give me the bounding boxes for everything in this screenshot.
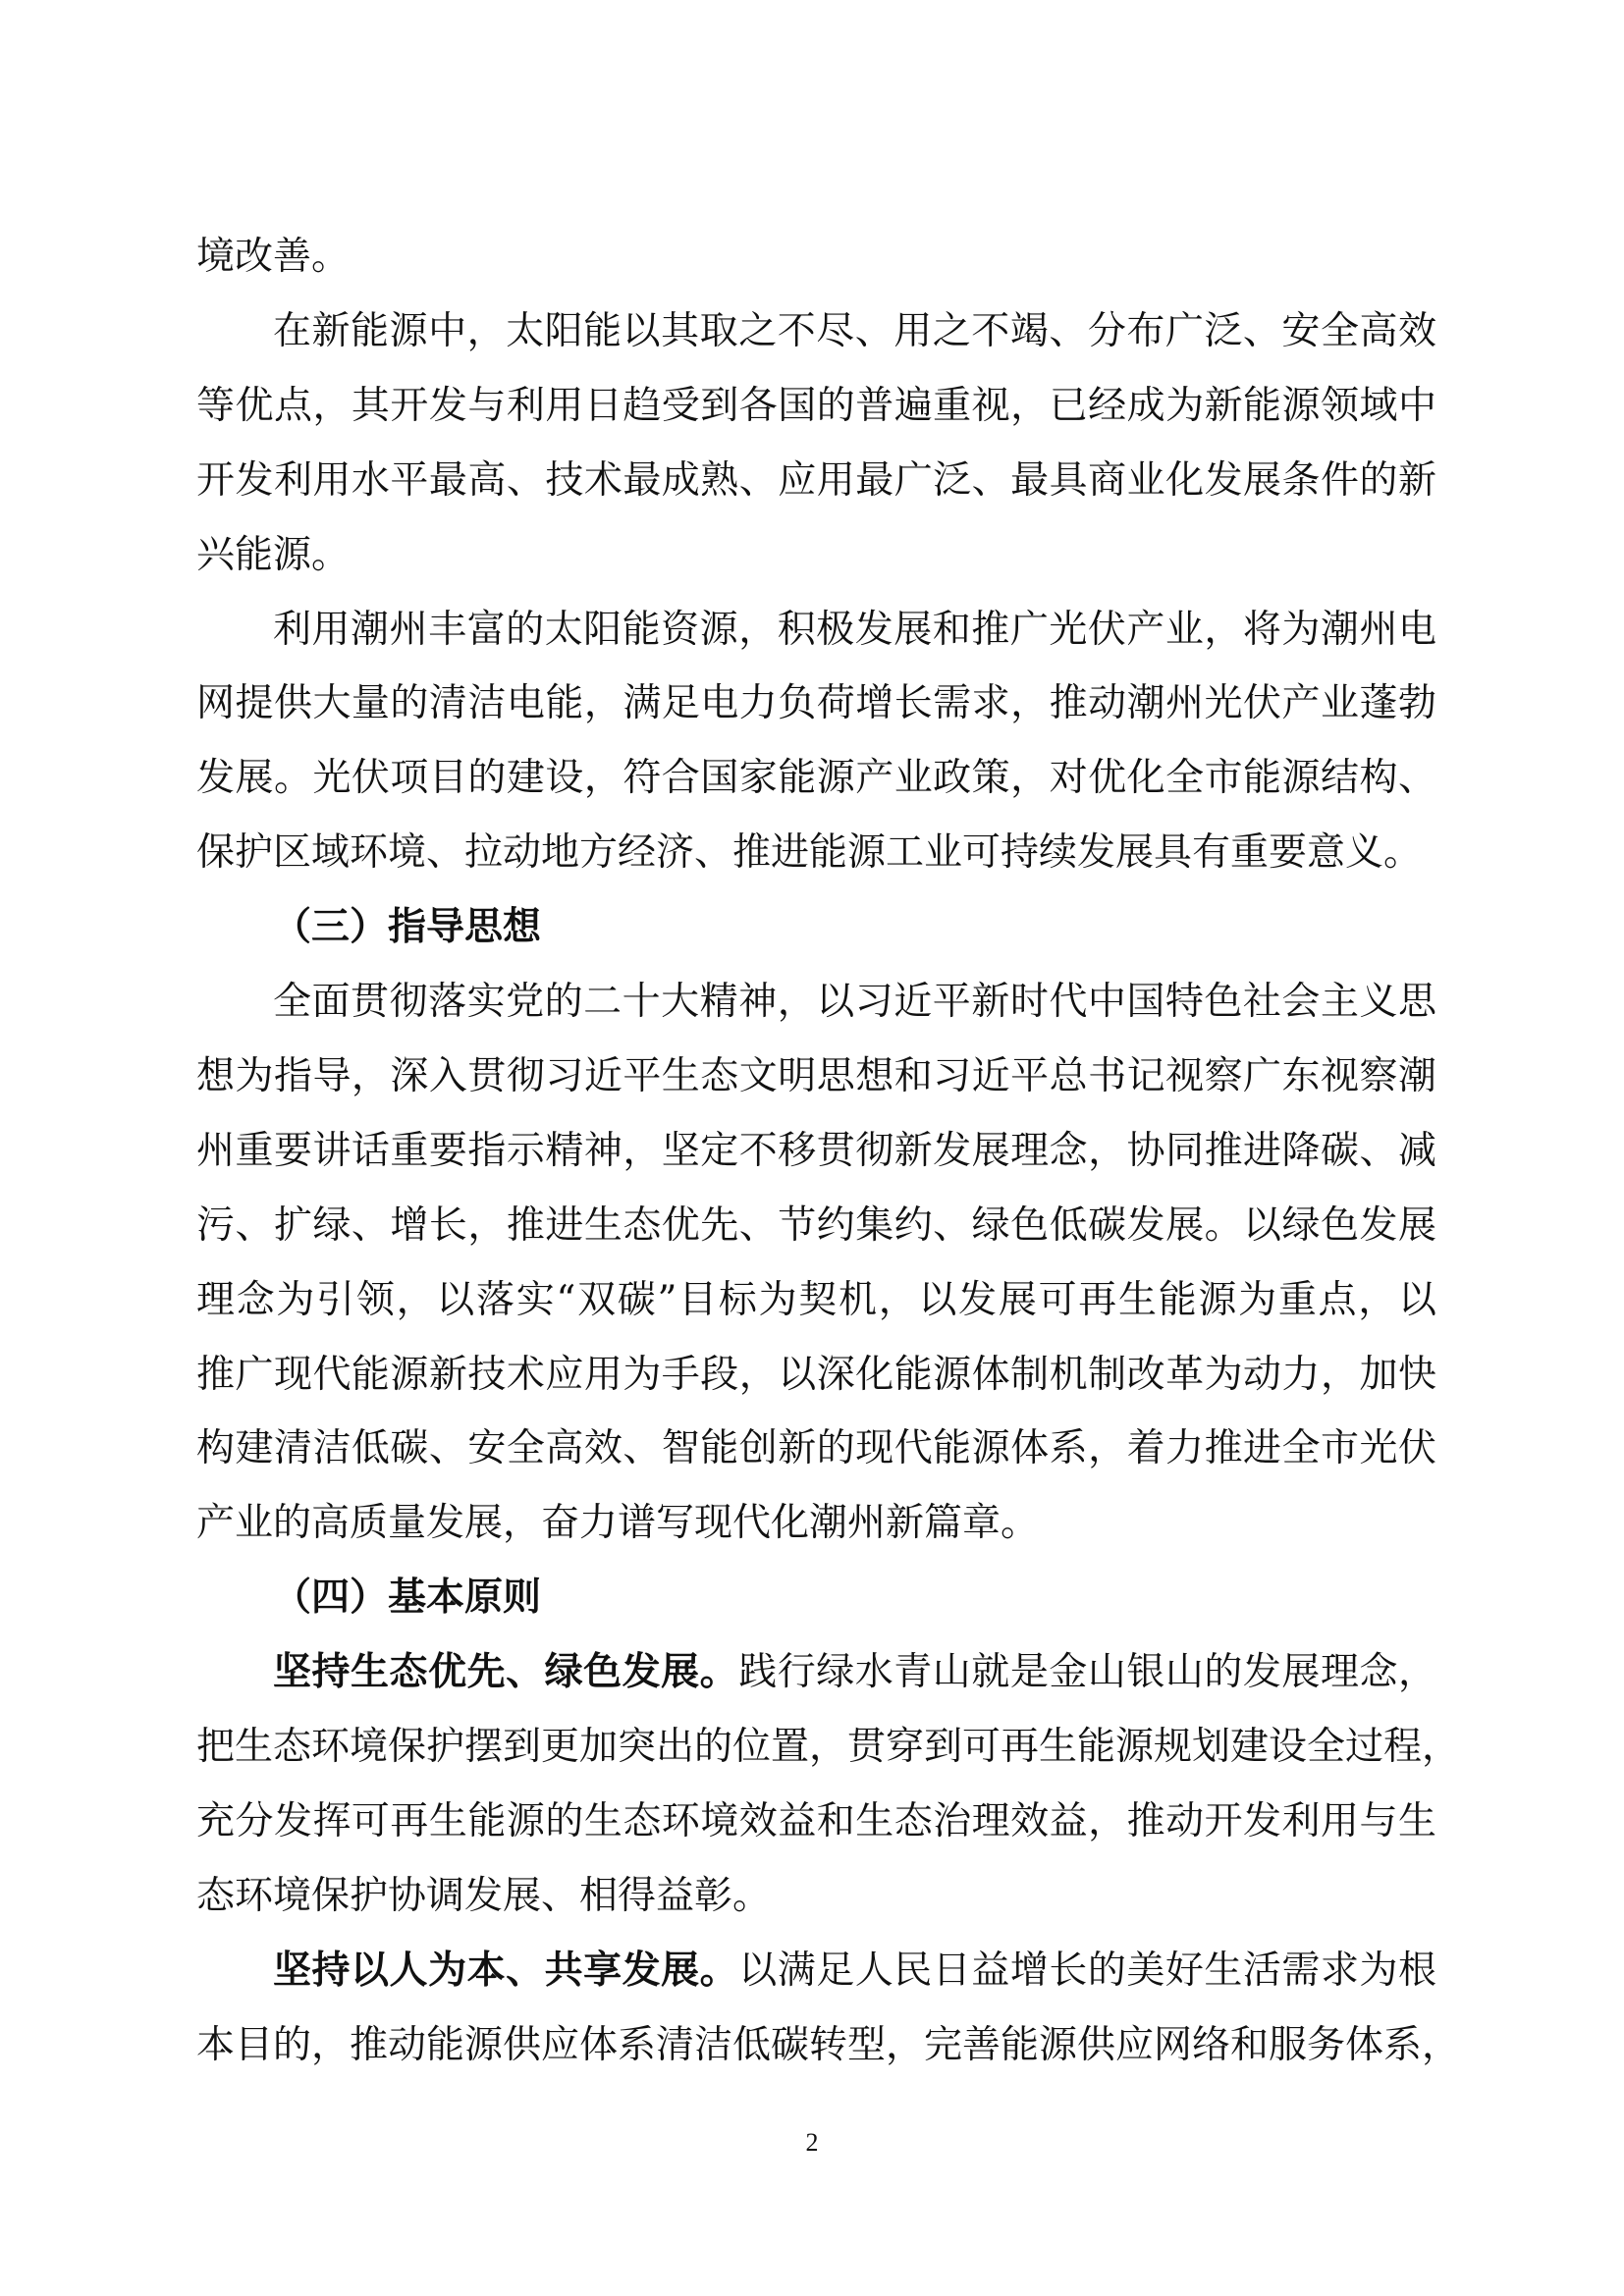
text-line: 把生态环境保护摆到更加突出的位置，贯穿到可再生能源规划建设全过程， <box>196 1725 1461 1769</box>
line-text: 践行绿水青山就是金山银山的发展理念， <box>738 1650 1436 1695</box>
text-line: 州重要讲话重要指示精神，坚定不移贯彻新发展理念，协同推进降碳、减 <box>196 1128 1436 1173</box>
text-line: 充分发挥可再生能源的生态环境效益和生态治理效益，推动开发利用与生 <box>196 1798 1436 1843</box>
text-line: 兴能源。 <box>196 532 351 577</box>
text-line <box>196 1934 1436 2008</box>
text-line: 利用潮州丰富的太阳能资源，积极发展和推广光伏产业，将为潮州电 <box>273 607 1436 652</box>
text-line <box>196 1635 1436 1710</box>
text-line: 态环境保护协调发展、相得益彰。 <box>196 1873 772 1918</box>
section-heading: （三）指导思想 <box>273 905 542 950</box>
text-line: 在新能源中，太阳能以其取之不尽、用之不竭、分布广泛、安全高效 <box>273 308 1436 353</box>
text-line: 污、扩绿、增长，推进生态优先、节约集约、绿色低碳发展。以绿色发展 <box>196 1202 1436 1248</box>
page-number: 2 <box>805 2128 819 2157</box>
bold-lead-in: 坚持以人为本、共享发展。 <box>273 1948 739 1993</box>
text-line: 产业的高质量发展，奋力谱写现代化潮州新篇章。 <box>196 1501 1040 1546</box>
bold-lead-in: 坚持生态优先、绿色发展。 <box>273 1650 739 1695</box>
text-line: 等优点，其开发与利用日趋受到各国的普遍重视，已经成为新能源领域中 <box>196 383 1436 428</box>
text-line: 想为指导，深入贯彻习近平生态文明思想和习近平总书记视察广东视察潮 <box>196 1053 1436 1098</box>
text-line: 网提供大量的清洁电能，满足电力负荷增长需求，推动潮州光伏产业蓬勃 <box>196 681 1436 726</box>
text-line: 保护区域环境、拉动地方经济、推进能源工业可持续发展具有重要意义。 <box>196 830 1423 876</box>
text-line: 全面贯彻落实党的二十大精神，以习近平新时代中国特色社会主义思 <box>273 980 1436 1024</box>
text-line: 开发利用水平最高、技术最成熟、应用最广泛、最具商业化发展条件的新 <box>196 457 1436 503</box>
text-line: 本目的，推动能源供应体系清洁低碳转型，完善能源供应网络和服务体系， <box>196 2022 1461 2067</box>
text-line: 推广现代能源新技术应用为手段，以深化能源体制机制改革为动力，加快 <box>196 1352 1436 1397</box>
text-line: 境改善。 <box>196 235 351 279</box>
section-heading: （四）基本原则 <box>273 1575 542 1621</box>
text-line: 构建清洁低碳、安全高效、智能创新的现代能源体系，着力推进全市光伏 <box>196 1426 1436 1471</box>
line-text: 以满足人民日益增长的美好生活需求为根 <box>738 1948 1436 1993</box>
text-line: 发展。光伏项目的建设，符合国家能源产业政策，对优化全市能源结构、 <box>196 756 1436 801</box>
text-line: 理念为引领，以落实“双碳”目标为契机，以发展可再生能源为重点，以 <box>196 1277 1436 1322</box>
